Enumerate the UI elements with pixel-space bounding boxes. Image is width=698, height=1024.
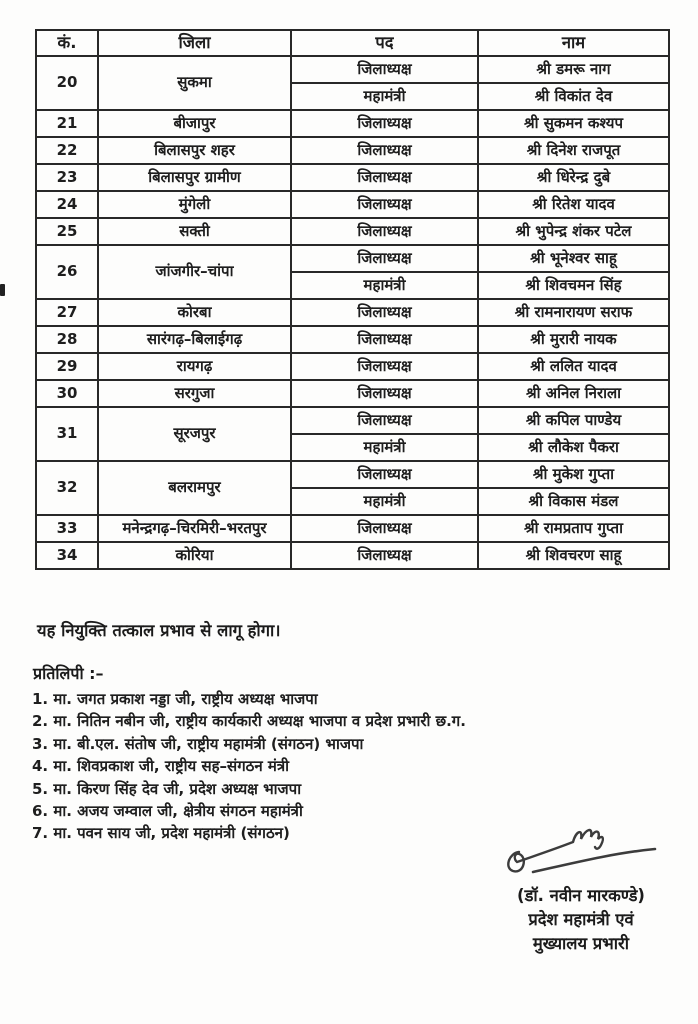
cell-no: 26 bbox=[36, 245, 98, 299]
copy-item: 4. मा. शिवप्रकाश जी, राष्ट्रीय सह–संगठन मंत्री bbox=[32, 757, 290, 776]
table-row bbox=[36, 515, 669, 542]
cell-post: जिलाध्यक्ष bbox=[291, 56, 478, 83]
cell-post: जिलाध्यक्ष bbox=[291, 191, 478, 218]
cell-district: बिलासपुर ग्रामीण bbox=[98, 164, 291, 191]
cell-name: श्री दिनेश राजपूत bbox=[478, 137, 669, 164]
cell-district: सुकमा bbox=[98, 56, 291, 110]
signatory-role-line1: प्रदेश महामंत्री एवं bbox=[528, 910, 634, 929]
cell-name: श्री रितेश यादव bbox=[478, 191, 669, 218]
cell-district: मनेन्द्रगढ़–चिरमिरी–भरतपुर bbox=[98, 515, 291, 542]
cell-post: जिलाध्यक्ष bbox=[291, 137, 478, 164]
copy-item: 3. मा. बी.एल. संतोष जी, राष्ट्रीय महामंत्री (संगठन) भाजपा bbox=[32, 734, 364, 753]
table-row bbox=[36, 110, 669, 137]
table-row bbox=[36, 299, 669, 326]
signature-block bbox=[483, 884, 679, 956]
cell-no: 27 bbox=[36, 299, 98, 326]
cell-no: 20 bbox=[36, 56, 98, 110]
cell-district: बीजापुर bbox=[98, 110, 291, 137]
cell-post: महामंत्री bbox=[291, 83, 478, 110]
header-post: पद bbox=[291, 30, 478, 56]
copy-item: 6. मा. अजय जम्वाल जी, क्षेत्रीय संगठन महामंत्री bbox=[32, 802, 303, 821]
cell-name: श्री मुकेश गुप्ता bbox=[478, 461, 669, 488]
cell-name: श्री रामप्रताप गुप्ता bbox=[478, 515, 669, 542]
table-row bbox=[36, 407, 669, 434]
cell-post: जिलाध्यक्ष bbox=[291, 245, 478, 272]
cell-district: जांजगीर–चांपा bbox=[98, 245, 291, 299]
table-row bbox=[36, 56, 669, 83]
cell-name: श्री डमरू नाग bbox=[478, 56, 669, 83]
cell-name: श्री विकांत देव bbox=[478, 83, 669, 110]
cell-no: 33 bbox=[36, 515, 98, 542]
cell-name: श्री धिरेन्द्र दुबे bbox=[478, 164, 669, 191]
cell-post: महामंत्री bbox=[291, 434, 478, 461]
header-district: जिला bbox=[98, 30, 291, 56]
cell-no: 34 bbox=[36, 542, 98, 569]
cell-name: श्री भुपेन्द्र शंकर पटेल bbox=[478, 218, 669, 245]
cell-name: श्री कपिल पाण्डेय bbox=[478, 407, 669, 434]
cell-district: सरगुजा bbox=[98, 380, 291, 407]
cell-no: 32 bbox=[36, 461, 98, 515]
cell-post: जिलाध्यक्ष bbox=[291, 542, 478, 569]
table-header bbox=[36, 30, 669, 56]
cell-post: जिलाध्यक्ष bbox=[291, 326, 478, 353]
header-name: नाम bbox=[478, 30, 669, 56]
cell-name: श्री ललित यादव bbox=[478, 353, 669, 380]
table-row bbox=[36, 542, 669, 569]
cell-post: जिलाध्यक्ष bbox=[291, 515, 478, 542]
cell-no: 31 bbox=[36, 407, 98, 461]
cell-no: 29 bbox=[36, 353, 98, 380]
cell-name: श्री विकास मंडल bbox=[478, 488, 669, 515]
cell-no: 23 bbox=[36, 164, 98, 191]
table-row bbox=[36, 137, 669, 164]
cell-no: 21 bbox=[36, 110, 98, 137]
cell-post: जिलाध्यक्ष bbox=[291, 353, 478, 380]
cell-no: 22 bbox=[36, 137, 98, 164]
signature-scribble-icon bbox=[503, 822, 663, 886]
cell-post: जिलाध्यक्ष bbox=[291, 380, 478, 407]
cell-name: श्री मुरारी नायक bbox=[478, 326, 669, 353]
copy-item: 5. मा. किरण सिंह देव जी, प्रदेश अध्यक्ष भाजपा bbox=[32, 779, 302, 798]
cell-post: जिलाध्यक्ष bbox=[291, 164, 478, 191]
cell-name: श्री शिवचमन सिंह bbox=[478, 272, 669, 299]
cell-no: 25 bbox=[36, 218, 98, 245]
cell-post: महामंत्री bbox=[291, 488, 478, 515]
cell-district: कोरिया bbox=[98, 542, 291, 569]
cell-district: सूरजपुर bbox=[98, 407, 291, 461]
cell-district: बिलासपुर शहर bbox=[98, 137, 291, 164]
effective-note: यह नियुक्ति तत्काल प्रभाव से लागू होगा। bbox=[37, 621, 281, 640]
cell-name: श्री अनिल निराला bbox=[478, 380, 669, 407]
cell-district: रायगढ़ bbox=[98, 353, 291, 380]
header-row bbox=[36, 30, 669, 56]
cell-name: श्री रामनारायण सराफ bbox=[478, 299, 669, 326]
table-row bbox=[36, 461, 669, 488]
signatory-role-line2: मुख्यालय प्रभारी bbox=[532, 934, 630, 953]
table-row bbox=[36, 353, 669, 380]
cell-name: श्री शिवचरण साहू bbox=[478, 542, 669, 569]
copy-item: 2. मा. नितिन नबीन जी, राष्ट्रीय कार्यकारी अध्यक्ष भाजपा व प्रदेश प्रभारी छ.ग. bbox=[32, 712, 466, 731]
cell-district: सारंगढ़–बिलाईगढ़ bbox=[98, 326, 291, 353]
header-no: कं. bbox=[36, 30, 98, 56]
cell-district: मुंगेली bbox=[98, 191, 291, 218]
cell-name: श्री लौकेश पैकरा bbox=[478, 434, 669, 461]
cell-no: 30 bbox=[36, 380, 98, 407]
appointments-table bbox=[35, 29, 670, 570]
table-row bbox=[36, 245, 669, 272]
table-row bbox=[36, 191, 669, 218]
cell-no: 28 bbox=[36, 326, 98, 353]
signatory-name: (डॉ. नवीन मारकण्डे) bbox=[517, 886, 645, 905]
table-row bbox=[36, 380, 669, 407]
cell-post: जिलाध्यक्ष bbox=[291, 110, 478, 137]
scan-artifact bbox=[0, 284, 5, 296]
table-row bbox=[36, 326, 669, 353]
table-row bbox=[36, 218, 669, 245]
cell-district: कोरबा bbox=[98, 299, 291, 326]
copy-item: 7. मा. पवन साय जी, प्रदेश महामंत्री (संगठन) bbox=[32, 824, 290, 843]
cell-post: जिलाध्यक्ष bbox=[291, 218, 478, 245]
cell-post: जिलाध्यक्ष bbox=[291, 407, 478, 434]
table-row bbox=[36, 164, 669, 191]
cell-post: जिलाध्यक्ष bbox=[291, 299, 478, 326]
cell-post: जिलाध्यक्ष bbox=[291, 461, 478, 488]
copies-label: प्रतिलिपी :– bbox=[33, 664, 104, 683]
cell-post: महामंत्री bbox=[291, 272, 478, 299]
copy-item: 1. मा. जगत प्रकाश नड्डा जी, राष्ट्रीय अध्यक्ष भाजपा bbox=[32, 690, 318, 708]
cell-district: बलरामपुर bbox=[98, 461, 291, 515]
cell-name: श्री सुकमन कश्यप bbox=[478, 110, 669, 137]
cell-no: 24 bbox=[36, 191, 98, 218]
cell-name: श्री भूनेश्वर साहू bbox=[478, 245, 669, 272]
cell-district: सक्ती bbox=[98, 218, 291, 245]
